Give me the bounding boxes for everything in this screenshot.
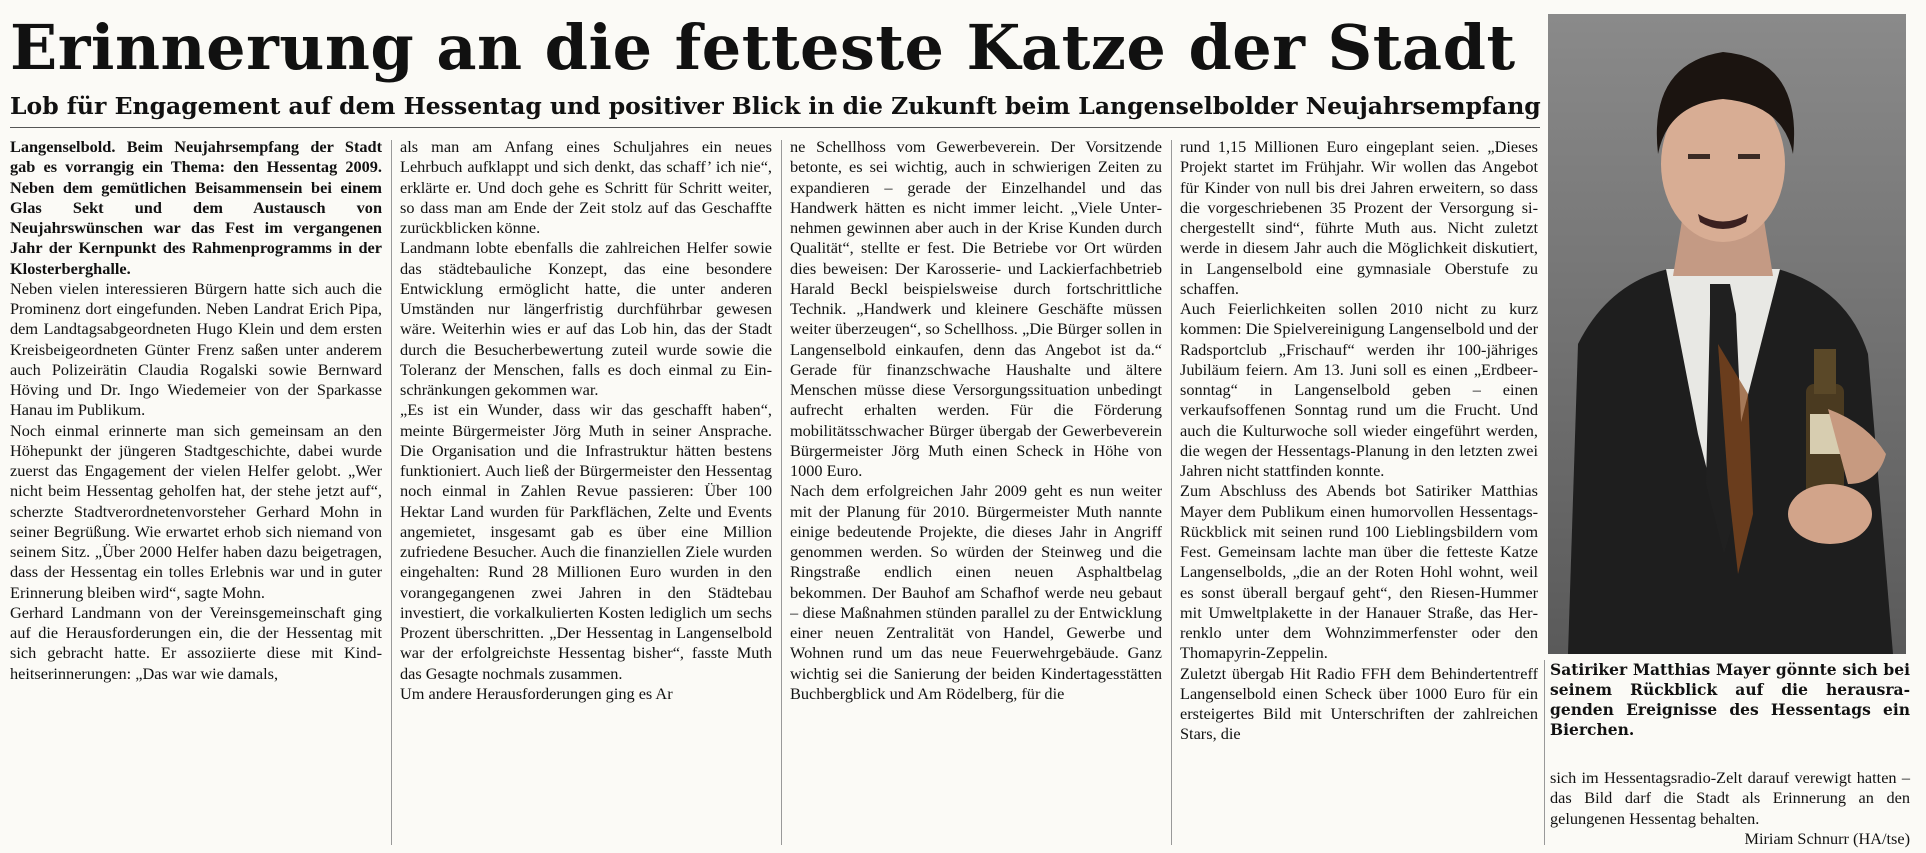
headline: Erinnerung an die fetteste Katze der Stadt xyxy=(10,11,1516,84)
article-photo xyxy=(1548,14,1906,654)
article-paragraph: als man am Anfang eines Schuljahres ein neues Lehrbuch aufklappt und sich denkt, das schaff’ ich nie“, erklärte er. Und doch gehe es Schritt für Schritt weiter, so dass man am Ende der Zeit stolz auf das Geschaffte zurückblicken könne. xyxy=(400,137,772,237)
column-divider xyxy=(1171,140,1172,845)
article-column-4 xyxy=(1180,137,1538,849)
article-column-2 xyxy=(400,137,772,849)
lead-paragraph: Langenselbold. Beim Neujahrsempfang der Stadt gab es vorrangig ein Thema: den Hessentag 2009. Neben dem gemütlichen Beisammensein bei einem Glas Sekt und dem Austausch von Neujahrswünschen war das Fest im vergangenen Jahr der Kernpunkt des Rahmenprogramms in der Klosterberghalle. xyxy=(10,137,382,278)
article-paragraph: Landmann lobte ebenfalls die zahlreichen Helfer sowie das städtebauliche Konzept, das eine besondere Entwicklung ermöglicht hatte, die unter anderen Umständen nur längerfristig durchführbar gewesen wäre. Weiterhin wies er auf das Lob hin, das der Stadt durch die Besucherbewertung zuteil wurde sowie die Toleranz der Menschen, falls es doch einmal zu Einschränkungen gekommen war. xyxy=(400,238,772,399)
article-paragraph: rund 1,15 Millionen Euro eingeplant seien. „Dieses Projekt startet im Frühjahr. Wir wollen das Angebot für Kinder von null bis drei Jahren erweitern, so dass die vorgeschriebenen 35 Prozent der Versorgung sichergestellt sind“, führte Muth aus. Nicht zuletzt werde in diesem Jahr auch die Möglichkeit diskutiert, in Langenselbold eine gymnasiale Oberstufe zu schaffen. xyxy=(1180,137,1538,298)
article-paragraph: Neben vielen interessieren Bürgern hatte sich auch die Prominenz dort eingefunden. Neben Landrat Erich Pipa, dem Landtagsabgeordneten Hugo Klein und dem ersten Kreisbeigeordneten Günter Frenz saßen unter anderem auch Polizeirätin Claudia Rogalski sowie Bernward Höving und Dr. Ingo Wiedemeier von der Sparkasse Hanau im Publikum. xyxy=(10,278,382,420)
article-paragraph: Noch einmal erinnerte man sich gemeinsam an den Höhepunkt der jüngeren Stadtgeschichte, dabei wurde zuerst das Engagement der vielen Helfer gelobt. „Wer nicht beim Hessentag geholfen hat, der stehe jetzt auf“, scherzte Stadtverordnetenvorsteher Gerhard Mohn in seiner Begrüßung. Wie erwartet erhob sich niemand von seinem Sitz. „Über 2000 Helfer haben dazu beigetragen, dass der Hessentag ein tolles Erlebnis war und in guter Erinnerung bleiben wird“, sagte Mohn. xyxy=(10,420,382,602)
byline: Miriam Schnurr (HA/tse) xyxy=(1744,828,1910,848)
headline-rule xyxy=(10,127,1540,128)
article-column-5 xyxy=(1550,768,1910,849)
article-paragraph: Um andere Herausforderungen ging es Ar xyxy=(400,683,673,703)
article-paragraph: „Es ist ein Wunder, dass wir das geschafft haben“, meinte Bürgermeister Jörg Muth in seiner Ansprache. Die Organisation und die Infrastruktur hätten bestens funktioniert. Auch ließ der Bürgermeister den Hessentag noch einmal in Zahlen Revue passieren: Über 100 Hektar Land wurden für Parkflächen, Zelte und Events angemietet, insgesamt gab es über eine Million zufriedene Besucher. Auch die finanziellen Ziele wurden eingehalten: Rund 28 Millionen Euro wurden in den vorangegangenen zwei Jahren in den Städtebau investiert, die vorkalkulierten Kosten lediglich um sechs Prozent überschritten. „Der Hessentag in Langenselbold war der erfolgreichste Hessentag bisher“, fasste Muth das Gesagte nochmals zusammen. xyxy=(400,400,772,683)
article-paragraph: Zum Abschluss des Abends bot Satiriker Matthias Mayer dem Publikum einen humorvollen Hessentags-Rückblick mit seinen rund 100 Lieblingsbildern vom Fest. Gemeinsam lachte man über die fetteste Katze Langenselbolds, „die an der Roten Hohl wohnt, weil es sonst überall bergauf geht“, den Riesen-Hummer mit Umweltplakette in der Hanauer Straße, das Herrenklo unter dem Wohnzimmerfenster oder den Thomapyrin-Zeppelin. xyxy=(1180,481,1538,663)
column-divider xyxy=(1544,660,1545,845)
article-paragraph: Zuletzt übergab Hit Radio FFH dem Behindertentreff Langenselbold einen Scheck über 1000 Euro für ein ersteigertes Bild mit Unterschriften der zahlreichen Stars, die xyxy=(1180,663,1538,744)
article-paragraph: ne Schellhoss vom Gewerbeverein. Der Vorsitzende betonte, es sei wichtig, auch in schwierigen Zeiten zu expandieren – gerade der Einzelhandel und das Handwerk hätten es nicht immer leicht. „Viele Unternehmen gewinnen aber auch in der Krise Kunden durch Qualität“, stellte er fest. Die Betriebe vor Ort würden dies beweisen: Der Karosserie- und Lackierfachbetrieb Harald Beckl beispielsweise durch fortschrittliche Technik. „Handwerk und kleinere Geschäfte müssen weiter überzeugen“, so Schellhoss. „Die Bürger sollen in Langenselbold einkaufen, denn das Angebot ist da.“ Gerade für finanzschwache Haushalte und ältere Menschen müsse diese Versorgungssituation unbedingt aufrecht erhalten werden. Für die Förderung mobilitätsschwacher Bürger übergab der Gewerbeverein Bürgermeister Jörg Muth einen Scheck in Höhe von 1000 Euro. xyxy=(790,137,1162,480)
article-column-3 xyxy=(790,137,1162,849)
article-paragraph: Nach dem erfolgreichen Jahr 2009 geht es nun weiter mit der Planung für 2010. Bürgermeister Muth nannte einige bedeutende Projekte, die dieses Jahr in Angriff genommen werden. So würden der Steinweg und die Ringstraße endlich einen neuen Asphaltbelag bekommen. Der Bauhof am Schafhof werde neu gebaut – diese Maßnahmen stünden parallel zu der Entwicklung einer neuen Zentralität von Handel, Gewerbe und Wohnen rund um das neue Feuerwehrgebäude. Ganz wichtig sei die Sanierung der beiden Kindertagesstätten Buchbergblick und Am Rödelberg, für die xyxy=(790,481,1162,703)
article-paragraph: sich im Hessentagsradio-Zelt darauf verewigt hatten – das Bild darf die Stadt als Erinnerung an den gelungenen Hessentag behalten. xyxy=(1550,768,1910,828)
article-column-1 xyxy=(10,137,382,849)
subheadline: Lob für Engagement auf dem Hessentag und positiver Blick in die Zukunft beim Langenselbolder Neujahrsempfang xyxy=(10,92,1541,120)
photo-caption: Satiriker Matthias Mayer gönnte sich bei seinem Rückblick auf die herausragenden Ereignisse des Hessentags ein Bierchen. xyxy=(1550,660,1910,739)
column-divider xyxy=(391,140,392,845)
article-paragraph: Auch Feierlichkeiten sollen 2010 nicht zu kurz kommen: Die Spielvereinigung Langenselbold und der Radsportclub „Frischauf“ werden ihr 100-jähriges Jubiläum feiern. Am 13. Juni soll es einen „Erdbeersonntag“ in Langenselbold geben – einen verkaufsoffenen Sonntag rund um die Frucht. Und auch die Kulturwoche soll wieder eingeführt werden, die wegen der Hessentags-Planung in den letzten zwei Jahren nicht stattfinden konnte. xyxy=(1180,299,1538,480)
column-divider xyxy=(781,140,782,845)
article-paragraph: Gerhard Landmann von der Vereinsgemeinschaft ging auf die Herausforderungen ein, die der Hessentag mit sich gebracht hatte. Er assoziierte diese mit Kindheitserinnerungen: „Das war wie damals, xyxy=(10,602,382,683)
photo-illustration xyxy=(1548,14,1906,654)
